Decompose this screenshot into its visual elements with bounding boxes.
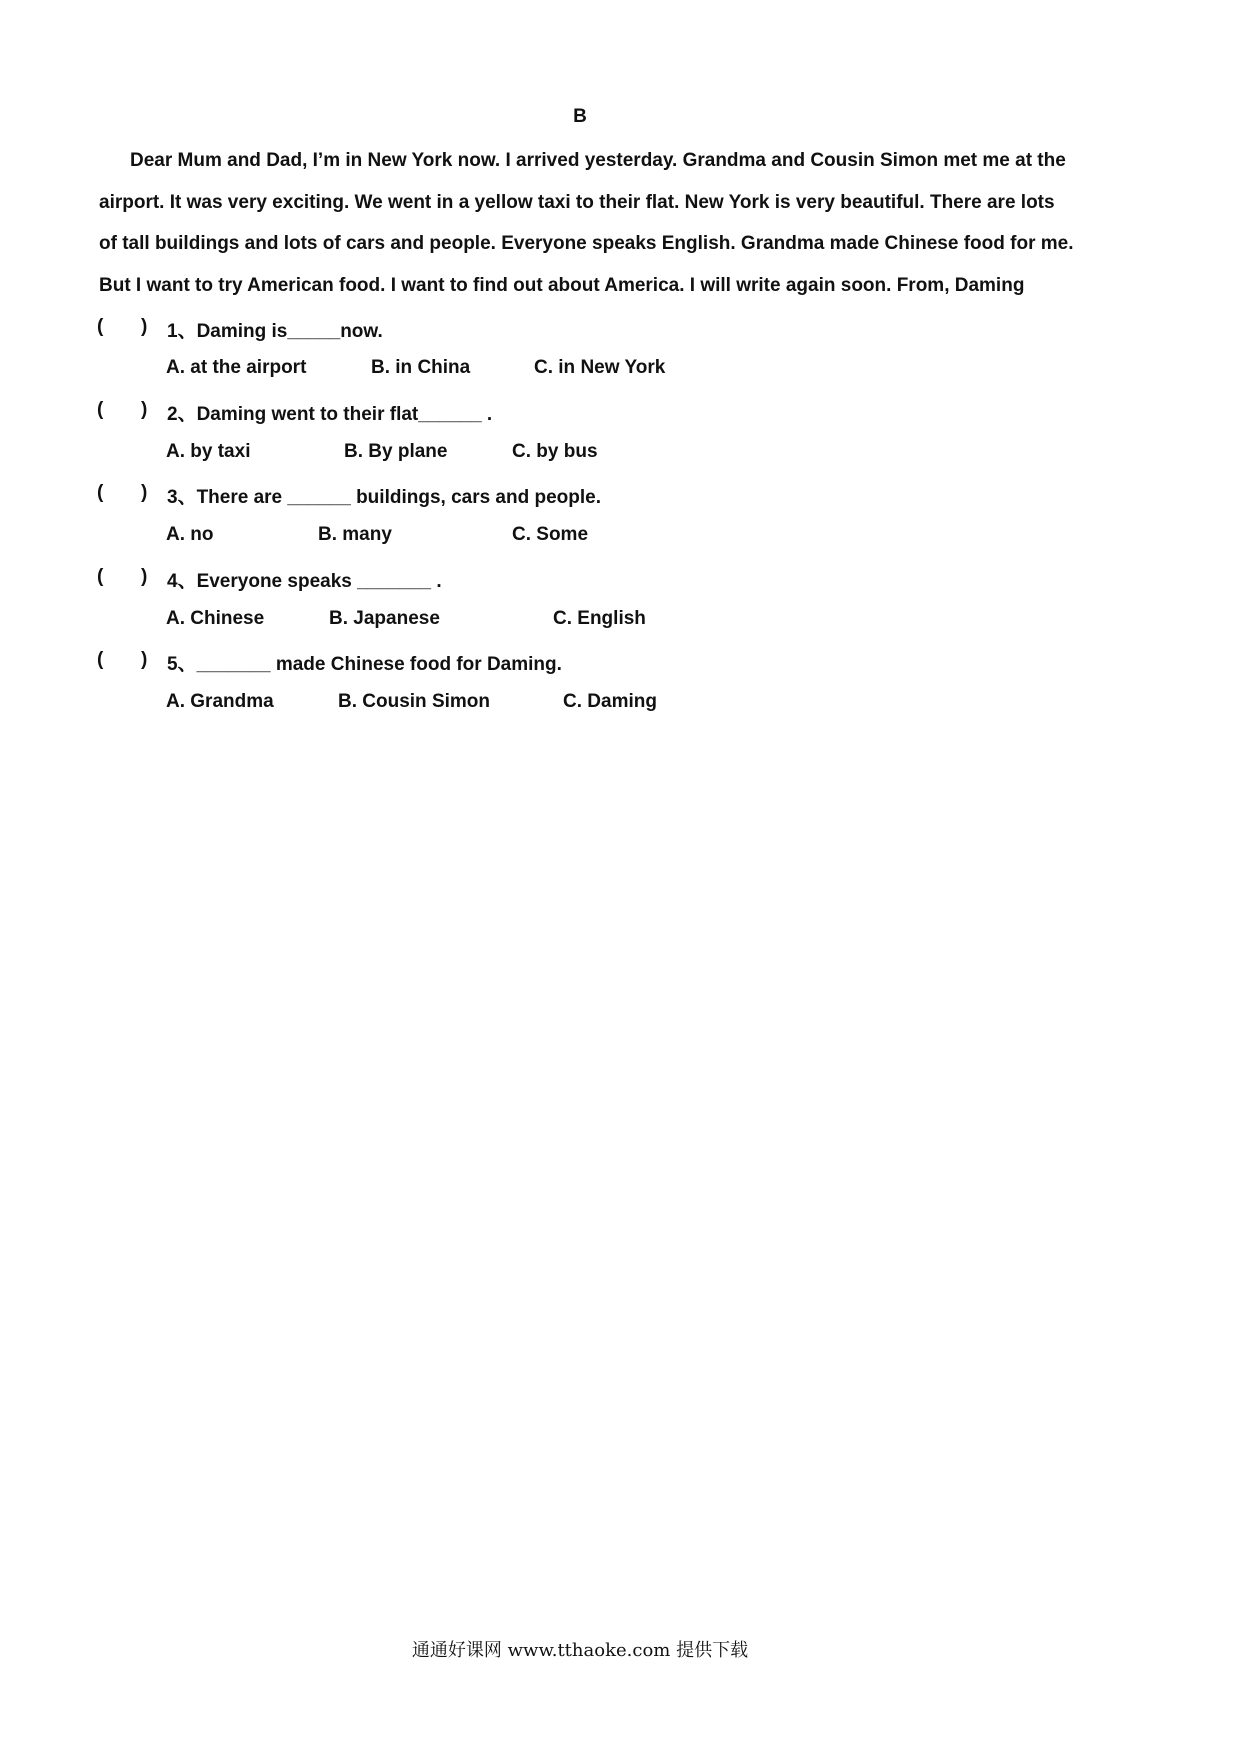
answer-paren-open: ( xyxy=(97,649,104,670)
option-b: B. By plane xyxy=(344,441,448,462)
option-a: A. by taxi xyxy=(166,441,251,462)
option-c: C. in New York xyxy=(534,357,666,378)
answer-paren-open: ( xyxy=(97,566,104,587)
question-stem: 1、Daming is_____now. xyxy=(167,321,383,342)
option-c: C. English xyxy=(553,608,646,629)
option-b: B. Japanese xyxy=(329,608,440,629)
page-footer: 通通好课网 www.tthaoke.com 提供下载 xyxy=(411,1640,749,1661)
answer-paren-open: ( xyxy=(97,399,104,420)
answer-paren-close: ) xyxy=(141,316,148,337)
answer-paren-open: ( xyxy=(97,482,104,503)
question-stem: 2、Daming went to their flat______ . xyxy=(167,404,493,425)
option-c: C. by bus xyxy=(512,441,598,462)
option-b: B. Cousin Simon xyxy=(338,691,490,712)
option-a: A. Chinese xyxy=(166,608,265,629)
answer-paren-open: ( xyxy=(97,316,104,337)
option-a: A. no xyxy=(166,524,214,545)
answer-paren-close: ) xyxy=(141,566,148,587)
section-title: B xyxy=(573,106,587,127)
passage-line: of tall buildings and lots of cars and people. Everyone speaks English. Grandma made Chinese food for me. xyxy=(99,233,1074,254)
option-a: A. Grandma xyxy=(166,691,274,712)
question-stem: 5、_______ made Chinese food for Daming. xyxy=(167,654,562,675)
question-stem: 3、There are ______ buildings, cars and people. xyxy=(167,487,602,508)
answer-paren-close: ) xyxy=(141,482,148,503)
passage-line: airport. It was very exciting. We went in a yellow taxi to their flat. New York is very beautiful. There are lots xyxy=(99,191,1055,213)
option-c: C. Daming xyxy=(563,691,657,712)
option-a: A. at the airport xyxy=(166,357,307,378)
answer-paren-close: ) xyxy=(141,649,148,670)
option-b: B. many xyxy=(318,524,392,545)
answer-paren-close: ) xyxy=(141,399,148,420)
question-stem: 4、Everyone speaks _______ . xyxy=(167,571,442,592)
passage-line: Dear Mum and Dad, I’m in New York now. I arrived yesterday. Grandma and Cousin Simon met me at the xyxy=(130,150,1066,171)
reading-passage xyxy=(99,140,1074,306)
option-c: C. Some xyxy=(512,524,589,545)
passage-line: But I want to try American food. I want to find out about America. I will write again soon. From, Daming xyxy=(99,274,1025,296)
option-b: B. in China xyxy=(371,357,471,378)
